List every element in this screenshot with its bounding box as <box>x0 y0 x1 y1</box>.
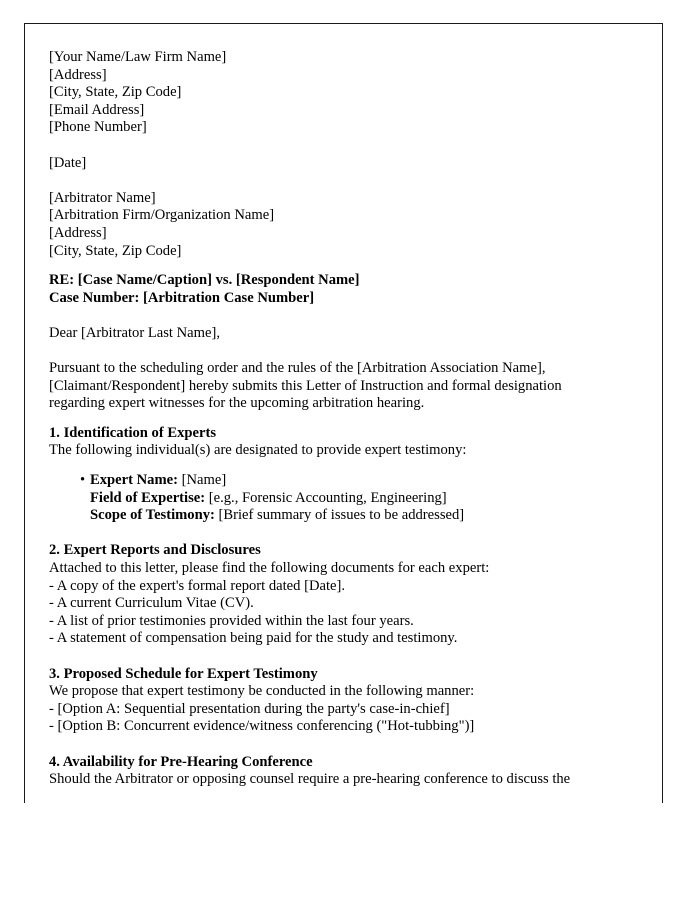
field-of-expertise-label: Field of Expertise: <box>90 489 206 506</box>
section-2-heading: 2. Expert Reports and Disclosures <box>49 542 261 559</box>
document-body <box>49 49 615 789</box>
section-proposed-schedule <box>49 666 615 736</box>
date-line: [Date] <box>49 154 87 171</box>
section-identification-of-experts <box>49 425 615 525</box>
disclosure-item: - A statement of compensation being paid for the study and testimony. <box>49 630 458 647</box>
intro-paragraph: Pursuant to the scheduling order and the rules of the [Arbitration Association Name], [Claimant/Respondent] hereby submits this Letter of Instruction and formal designation regarding expert witnesses for the upcoming arbitration hearing. <box>49 360 562 412</box>
subject-block <box>49 272 615 307</box>
schedule-option-item: - [Option A: Sequential presentation during the party's case-in-chief] <box>49 700 450 717</box>
section-1-intro: The following individual(s) are designated to provide expert testimony: <box>49 442 467 459</box>
spacer-after-section-1 <box>49 525 615 543</box>
scope-of-testimony-label: Scope of Testimony: <box>90 507 215 524</box>
spacer-after-recipient <box>49 260 615 272</box>
expert-detail-list-item <box>49 472 615 525</box>
spacer-after-section-2 <box>49 648 615 666</box>
disclosure-item: - A current Curriculum Vitae (CV). <box>49 595 254 612</box>
scope-of-testimony-value: [Brief summary of issues to be addressed] <box>218 507 465 524</box>
recipient-line-name: [Arbitrator Name] <box>49 189 156 206</box>
section-expert-reports-and-disclosures <box>49 542 615 648</box>
sender-line-name: [Your Name/Law Firm Name] <box>49 49 227 65</box>
recipient-line-city: [City, State, Zip Code] <box>49 242 182 259</box>
section-1-heading: 1. Identification of Experts <box>49 424 217 441</box>
spacer-after-subject <box>49 307 615 325</box>
expert-name-value: [Name] <box>181 472 227 489</box>
spacer-after-sender <box>49 137 615 155</box>
sender-line-phone: [Phone Number] <box>49 119 147 136</box>
section-4-intro: Should the Arbitrator or opposing counsel require a pre-hearing conference to discuss the <box>49 771 571 788</box>
spacer-after-salutation <box>49 343 615 361</box>
schedule-option-item: - [Option B: Concurrent evidence/witness conferencing ("Hot-tubbing")] <box>49 718 475 735</box>
expert-name-label: Expert Name: <box>90 472 178 489</box>
expert-name-line <box>90 472 615 490</box>
recipient-line-firm: [Arbitration Firm/Organization Name] <box>49 207 275 224</box>
recipient-address-block <box>49 190 615 260</box>
re-line: RE: [Case Name/Caption] vs. [Respondent Name] <box>49 272 360 289</box>
sender-address-block <box>49 49 615 137</box>
recipient-line-address: [Address] <box>49 224 107 241</box>
salutation-line: Dear [Arbitrator Last Name], <box>49 324 220 341</box>
section-availability-pre-hearing-conference <box>49 754 615 789</box>
spacer-after-section-3 <box>49 736 615 754</box>
disclosure-item: - A copy of the expert's formal report dated [Date]. <box>49 577 346 594</box>
spacer-before-bullet <box>49 460 615 472</box>
bullet-icon: • <box>80 472 86 489</box>
scope-of-testimony-line <box>90 507 615 525</box>
spacer-after-intro <box>49 413 615 425</box>
sender-line-city: [City, State, Zip Code] <box>49 84 182 101</box>
sender-line-email: [Email Address] <box>49 101 145 118</box>
case-number-line: Case Number: [Arbitration Case Number] <box>49 289 315 306</box>
document-page-frame <box>24 23 663 803</box>
section-2-intro: Attached to this letter, please find the following documents for each expert: <box>49 560 490 577</box>
field-of-expertise-value: [e.g., Forensic Accounting, Engineering] <box>208 489 447 506</box>
disclosure-item: - A list of prior testimonies provided within the last four years. <box>49 612 414 629</box>
field-of-expertise-line <box>90 490 615 508</box>
section-3-intro: We propose that expert testimony be conducted in the following manner: <box>49 683 475 700</box>
sender-line-address: [Address] <box>49 66 107 83</box>
spacer-after-date <box>49 172 615 190</box>
section-4-heading: 4. Availability for Pre-Hearing Conference <box>49 753 313 770</box>
section-3-heading: 3. Proposed Schedule for Expert Testimony <box>49 665 318 682</box>
